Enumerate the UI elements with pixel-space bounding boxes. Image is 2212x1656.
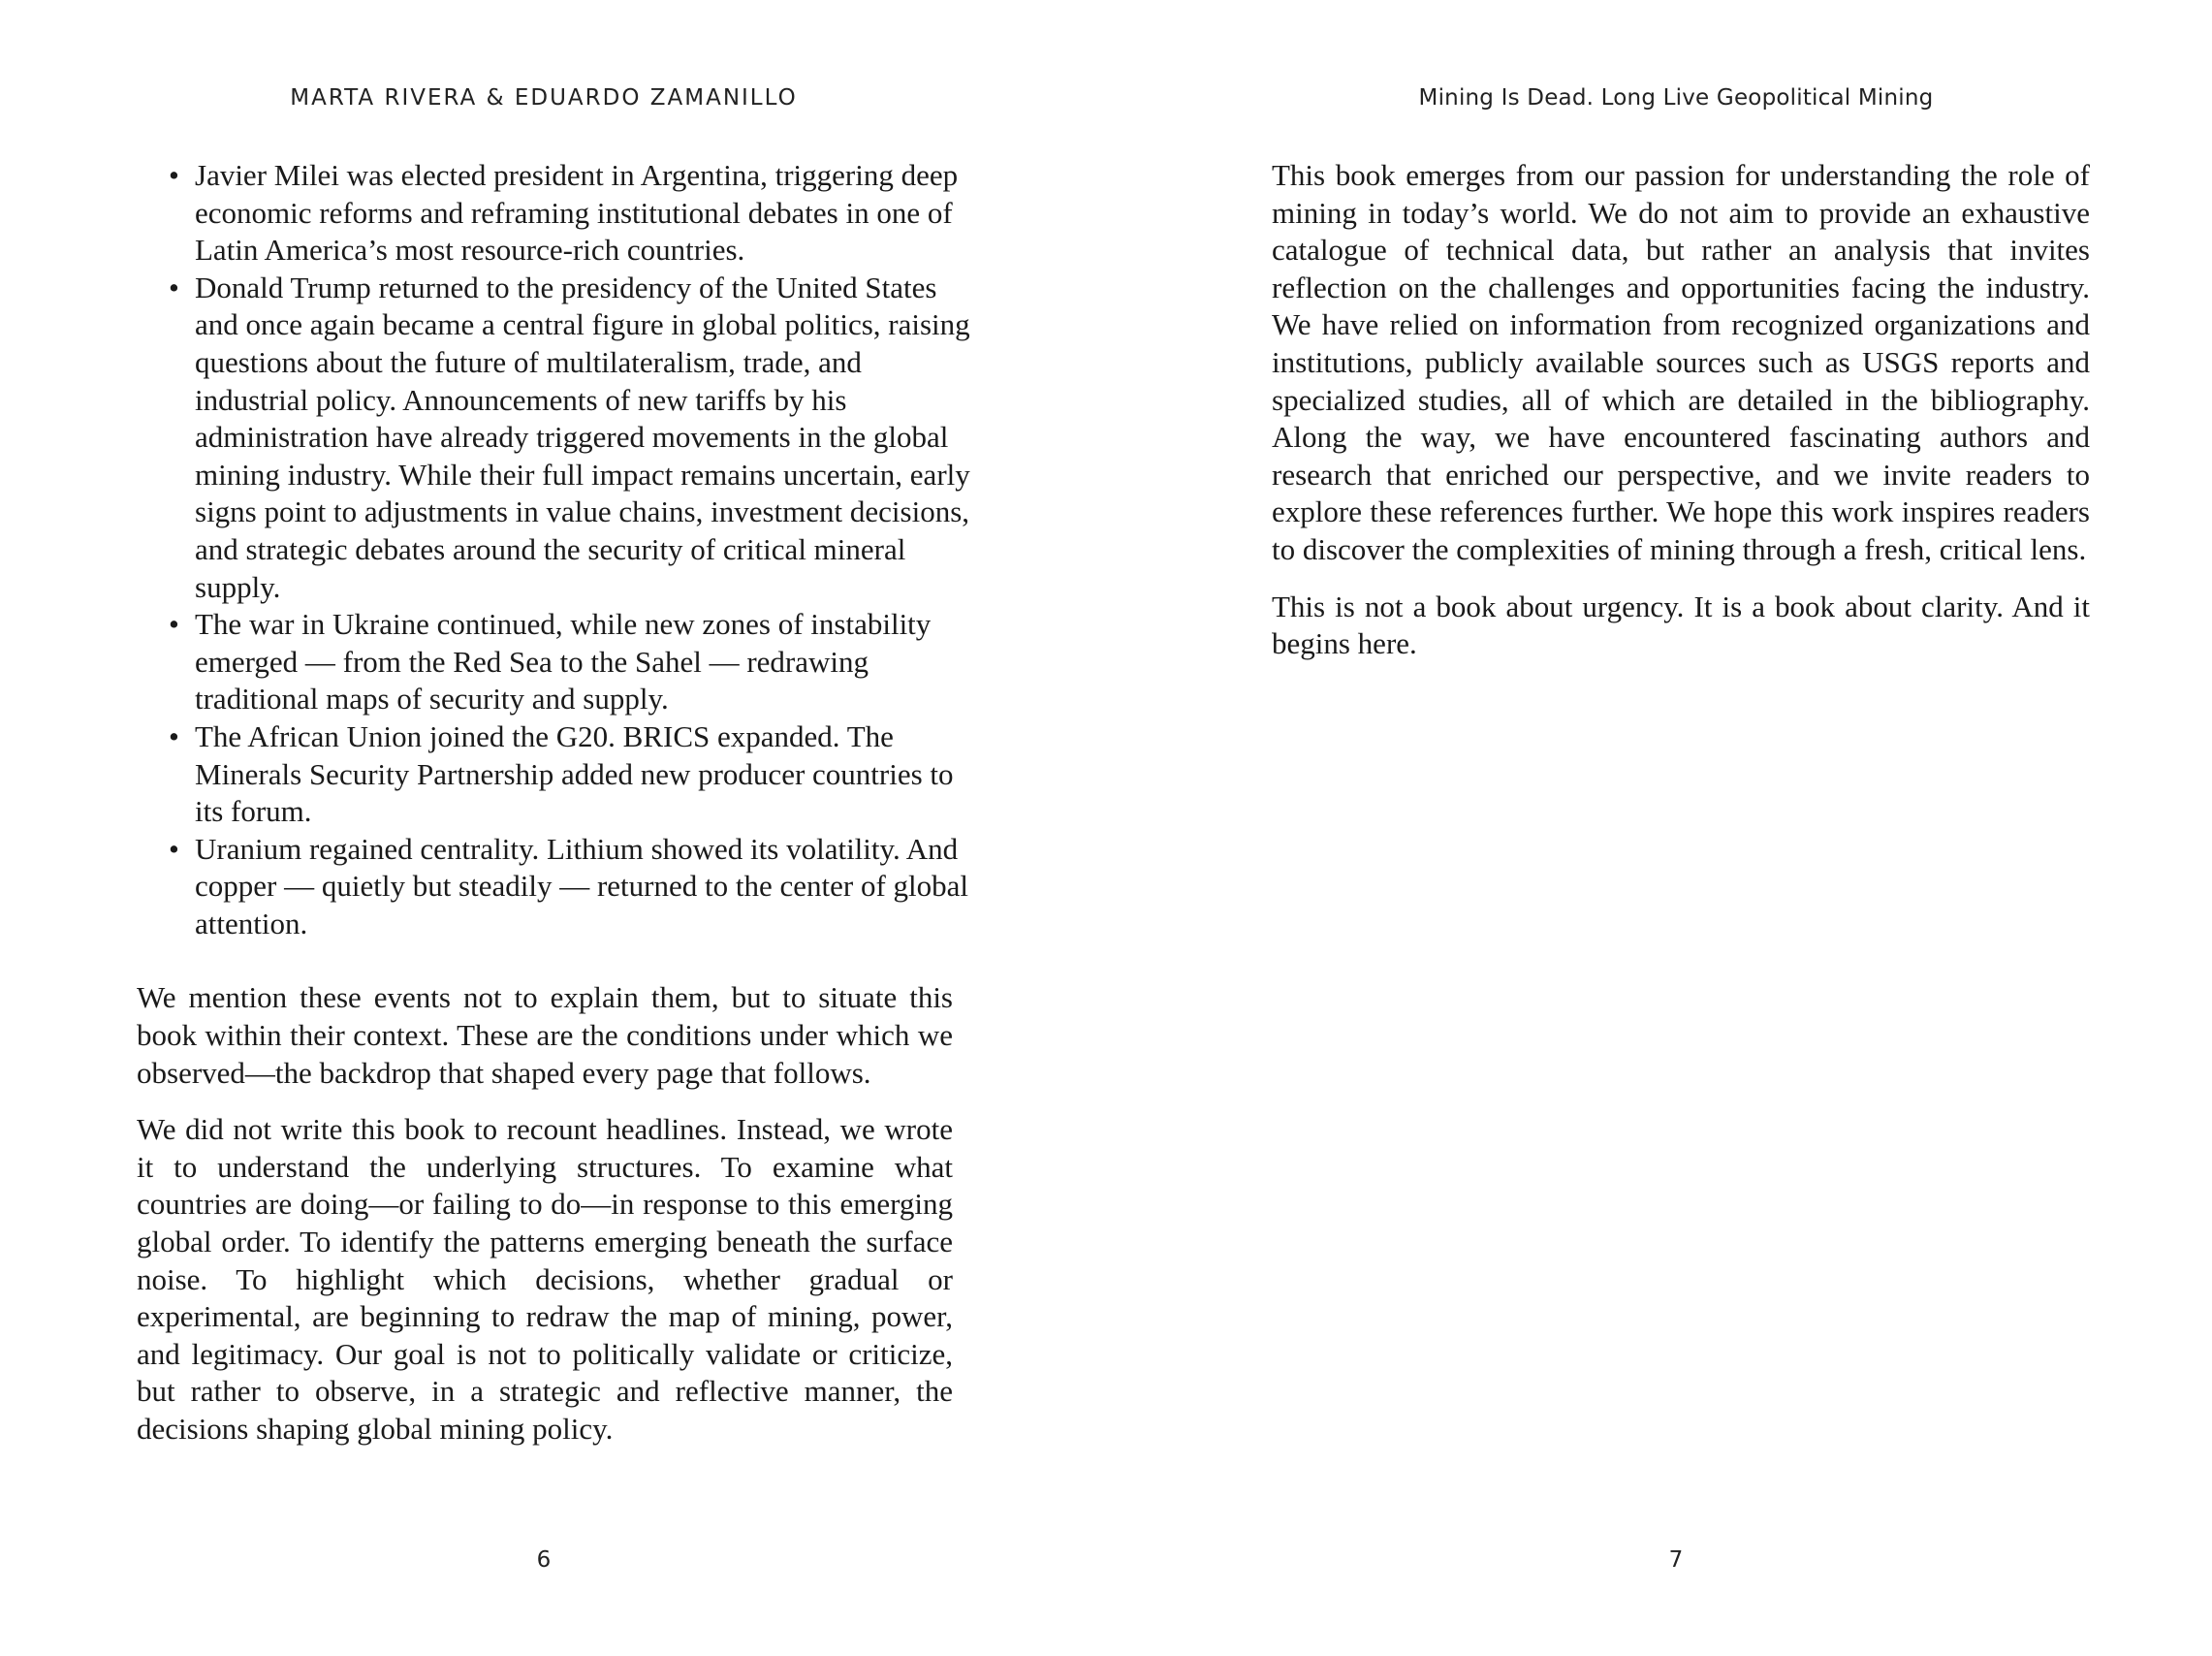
right-page-body xyxy=(1272,157,2090,663)
list-item xyxy=(169,718,970,831)
body-paragraph: This is not a book about urgency. It is a book about clarity. And it begins here. xyxy=(1272,589,2090,661)
list-item-text: Javier Milei was elected president in Argentina, triggering deep economic reforms and reframing institutional debates in one of Latin America’s most resource-rich countries. xyxy=(195,158,959,268)
bullet-icon: • xyxy=(169,270,179,304)
bullet-icon: • xyxy=(169,718,179,753)
list-item xyxy=(169,157,970,270)
bullet-icon: • xyxy=(169,158,179,192)
list-item-text: Donald Trump returned to the presidency of the United States and once again became a central figure in global politics, raising questions about the future of multilateralism, trade, and industrial policy. Announcements of new tariffs by his administration have already triggered movements in the global mining industry. While their full impact remains uncertain, early signs point to adjustments in value chains, investment decisions, and strategic debates around the security of critical mineral supply. xyxy=(195,270,970,604)
running-head-authors: MARTA RIVERA & EDUARDO ZAMANILLO xyxy=(290,85,798,111)
bullet-icon: • xyxy=(169,831,179,866)
right-page xyxy=(1106,0,2212,1656)
bullet-icon: • xyxy=(169,607,179,642)
page-number: 7 xyxy=(1668,1547,1684,1573)
left-page-body xyxy=(137,157,970,1449)
list-item xyxy=(169,270,970,606)
events-bullet-list xyxy=(137,157,970,942)
page-number: 6 xyxy=(536,1547,552,1573)
running-head-title: Mining Is Dead. Long Live Geopolitical Mining xyxy=(1418,85,1934,111)
body-paragraph: We mention these events not to explain them, but to situate this book within their context. These are the conditions under which we observed—the backdrop that shaped every page that follows. xyxy=(137,980,953,1090)
body-paragraph: This book emerges from our passion for understanding the role of mining in today’s world. We do not aim to provide an exhaustive catalogue of technical data, but rather an analysis that invites reflection on the challenges and opportunities facing the industry. We have relied on information from recognized organizations and institutions, publicly available sources such as USGS reports and specialized studies, all of which are detailed in the bibliography. Along the way, we have encountered fascinating authors and research that enriched our perspective, and we invite readers to explore these references further. We hope this work inspires readers to discover the complexities of mining through a fresh, critical lens. xyxy=(1272,158,2090,566)
list-item xyxy=(169,831,970,943)
list-item-text: The war in Ukraine continued, while new zones of instability emerged — from the Red Sea to the Sahel — redrawing traditional maps of security and supply. xyxy=(195,607,932,717)
list-item-text: The African Union joined the G20. BRICS expanded. The Minerals Security Partnership added new producer countries to its forum. xyxy=(195,718,954,829)
list-item-text: Uranium regained centrality. Lithium showed its volatility. And copper — quietly but steadily — returned to the center of global attention. xyxy=(195,831,969,940)
list-item xyxy=(169,606,970,718)
body-paragraph: We did not write this book to recount headlines. Instead, we wrote it to understand the underlying structures. To examine what countries are doing—or failing to do—in response to this emerging global order. To identify the patterns emerging beneath the surface noise. To highlight which decisions, whether gradual or experimental, are beginning to redraw the map of mining, power, and legitimacy. Our goal is not to politically validate or criticize, but rather to observe, in a strategic and reflective manner, the decisions shaping global mining policy. xyxy=(137,1112,953,1446)
